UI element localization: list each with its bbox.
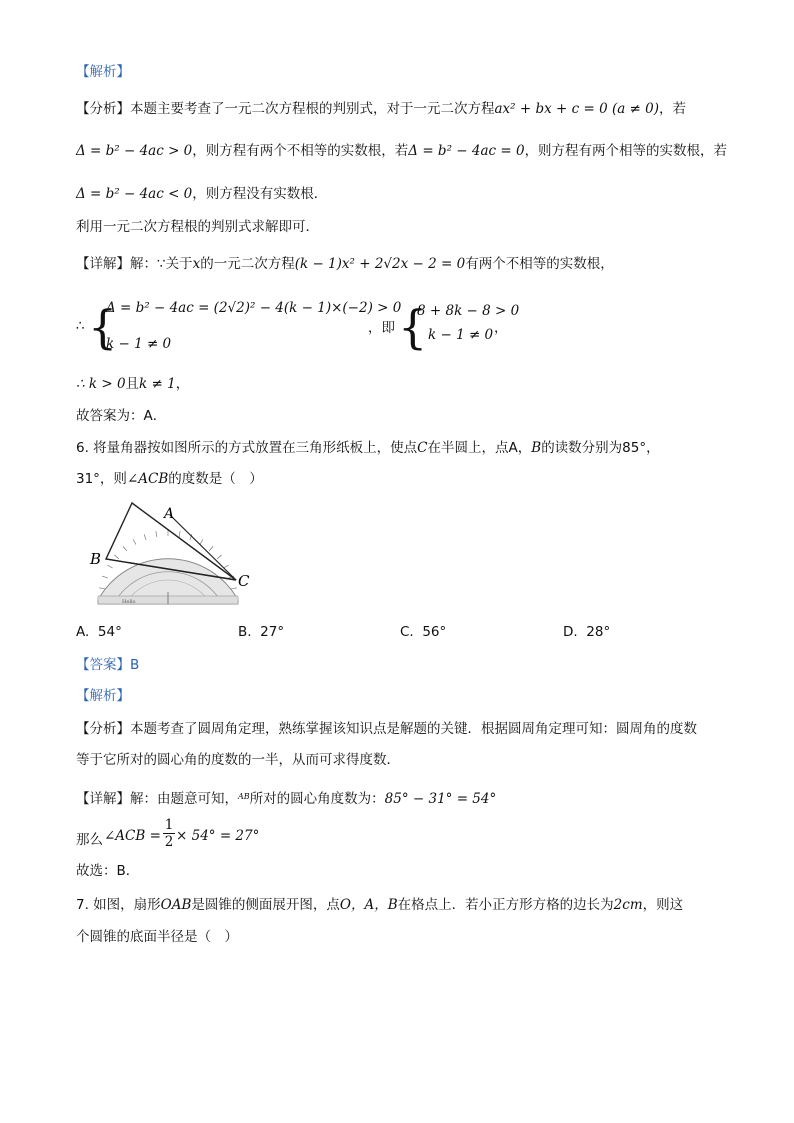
inequality-system	[76, 296, 536, 360]
option-a[interactable]	[76, 624, 122, 640]
angle-acb: ∠ACB	[126, 471, 169, 487]
discriminant-negative: Δ = b² − 4ac < 0	[76, 186, 193, 202]
grid-length: 2cm	[613, 897, 643, 913]
option-value: 28°	[586, 624, 611, 640]
protractor-tick	[114, 555, 119, 559]
option-value: 56°	[422, 624, 447, 640]
detail-line-1	[76, 254, 614, 274]
q6-analysis-line-1: 【分析】本题考查了圆周角定理，熟练掌握该知识点是解题的关键．根据圆周角定理可知：圆周角的度数	[76, 721, 697, 737]
conclusion-line	[76, 374, 189, 394]
system-1-line-2: k − 1 ≠ 0	[106, 336, 172, 352]
detail-text: 【详解】解：∵关于	[76, 256, 193, 272]
analysis-line-3	[76, 184, 327, 204]
fraction	[163, 818, 175, 851]
point-b: B	[531, 440, 542, 456]
q6-line-1	[76, 438, 660, 458]
conclusion-end: ，	[175, 376, 190, 392]
arc-ab: AB	[238, 792, 250, 801]
q7-text: ，则这	[642, 897, 684, 913]
q6-text: 的度数是（ ）	[168, 471, 263, 487]
option-letter: D.	[563, 624, 578, 640]
q7-text: 是圆锥的侧面展开图，点	[191, 897, 340, 913]
k-not-one: k ≠ 1	[139, 376, 176, 392]
answer-line-1: 故答案为：A．	[76, 408, 167, 424]
analysis-text: ，则方程有两个相等的实数根，若	[524, 143, 728, 159]
protractor-tick	[209, 546, 213, 551]
protractor-tick	[156, 531, 157, 537]
given-equation: (k − 1)x² + 2√2x − 2 = 0	[294, 256, 466, 272]
q6-text: 31°，则	[76, 471, 127, 487]
q7-line-1	[76, 895, 683, 915]
q6-text: 在半圆上，点A，	[427, 440, 532, 456]
detail-text-end: 有两个不相等的实数根，	[465, 256, 614, 272]
namely-text: ，即	[368, 320, 395, 336]
option-letter: C.	[400, 624, 414, 640]
option-value: 54°	[97, 624, 122, 640]
label-c: C	[238, 572, 250, 590]
point-c: C	[417, 440, 428, 456]
q6-detail-line	[76, 787, 496, 809]
protractor-tick	[123, 546, 127, 551]
analysis-text: 【分析】本题主要考查了一元二次方程根的判别式，对于一元二次方程	[76, 101, 495, 117]
protractor-figure	[86, 500, 256, 610]
system-end: ，	[494, 320, 508, 336]
left-brace-1: {	[88, 300, 118, 354]
q7-line-2: 个圆锥的底面半径是（ ）	[76, 929, 238, 945]
protractor-tick	[144, 534, 146, 540]
system-2-line-1: 8 + 8k − 8 > 0	[417, 303, 520, 319]
q6-line-2	[76, 469, 263, 489]
points-oab: O，A，B	[339, 897, 398, 913]
detail-text: 【详解】解：由题意可知，	[76, 791, 238, 807]
answer-tag: 【答案】B	[76, 657, 140, 673]
answer-line-2: 故选：B．	[76, 863, 140, 879]
system-1-line-1: Δ = b² − 4ac = (2√2)² − 4(k − 1)×(−2) > 0	[106, 300, 402, 316]
system-2-line-2: k − 1 ≠ 0	[428, 327, 494, 343]
central-angle-calc: 85° − 31° = 54°	[384, 791, 497, 807]
fraction-denominator: 2	[164, 834, 174, 850]
protractor-tick	[231, 588, 237, 589]
discriminant-zero: Δ = b² − 4ac = 0	[408, 143, 525, 159]
q7-text: 在格点上．若小正方形方格的边长为	[397, 897, 614, 913]
protractor-tick	[102, 576, 108, 578]
label-a: A	[164, 506, 175, 522]
analysis-header: 【解析】	[76, 64, 130, 80]
discriminant-positive: Δ = b² − 4ac > 0	[76, 143, 193, 159]
q6-text: 6. 将量角器按如图所示的方式放置在三角形纸板上，使点	[76, 440, 418, 456]
analysis-text: ，则方程有两个不相等的实数根，若	[192, 143, 409, 159]
option-letter: A.	[76, 624, 90, 640]
brand-label: Hello	[122, 599, 136, 605]
option-d[interactable]	[563, 624, 610, 640]
option-c[interactable]	[400, 624, 446, 640]
analysis-line-4: 利用一元二次方程根的判别式求解即可．	[76, 219, 319, 235]
quadratic-equation: ax² + bx + c = 0 (a ≠ 0)	[494, 101, 660, 117]
protractor-tick	[179, 531, 180, 537]
q6-analysis-line-2: 等于它所对的圆心角的度数的一半，从而可求得度数．	[76, 752, 400, 768]
protractor-tick	[107, 565, 112, 568]
q7-text: 7. 如图，扇形	[76, 897, 161, 913]
detail-text: 所对的圆心角度数为：	[249, 791, 385, 807]
k-positive: ∴ k > 0	[76, 376, 126, 392]
and-text: 且	[125, 376, 140, 392]
protractor-tick	[133, 539, 136, 544]
analysis-line-2	[76, 141, 727, 161]
analysis-header-2: 【解析】	[76, 688, 130, 704]
therefore-symbol: ∴	[76, 318, 85, 334]
analysis-text: ，则方程没有实数根．	[192, 186, 328, 202]
label-b: B	[90, 550, 102, 568]
inscribed-angle-calc: × 54° = 27°	[176, 828, 260, 844]
fraction-numerator: 1	[164, 817, 174, 833]
option-letter: B.	[238, 624, 252, 640]
protractor-tick	[217, 555, 222, 559]
angle-acb-eq: ∠ACB =	[104, 828, 161, 844]
q6-text: 的读数分别为85°，	[541, 440, 660, 456]
analysis-text-end: ，若	[659, 101, 687, 117]
detail-text: 的一元二次方程	[200, 256, 295, 272]
analysis-line-1	[76, 99, 686, 119]
option-value: 27°	[260, 624, 285, 640]
left-brace-2: {	[398, 300, 428, 354]
var-x: x	[192, 256, 201, 272]
option-b[interactable]	[238, 624, 284, 640]
sector-oab: OAB	[160, 897, 192, 913]
then-text: 那么	[76, 832, 103, 848]
protractor-tick	[99, 588, 105, 589]
protractor-tick	[200, 539, 203, 544]
